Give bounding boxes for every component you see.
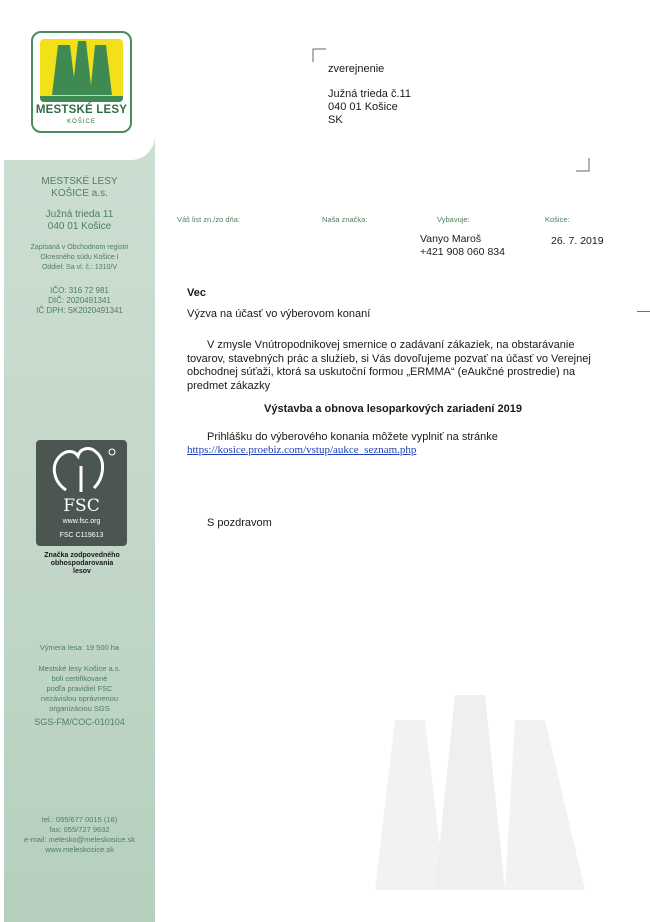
sidebar-company-name (4, 176, 155, 200)
address-window-corner-bottom-right (576, 158, 590, 172)
company-line-1: MESTSKÉ LESY (41, 176, 118, 187)
sidebar (4, 0, 155, 922)
body-paragraph: V zmysle Vnútropodnikovej smernice o zadávaní zákaziek, na obstarávanie tovarov, stavebných prác a služieb, si Vás dovoľujeme pozvať na účasť vo Verejnej obchodnej súťaži, ktorá sa uskutoční formou „ERMMA“ (eAukčné prostredie) na predmet zákazky (187, 339, 591, 392)
fsc-url: www.fsc.org (62, 518, 101, 525)
contact-fax: fax: 055/727 9632 (49, 825, 110, 834)
sidebar-contact (4, 815, 155, 855)
cert-line-5: organizáciou SGS (49, 704, 110, 713)
recipient-line-4: SK (328, 114, 343, 126)
fsc-caption-line-1: Značka zodpovedného (44, 552, 120, 559)
label-handled-by: Vybavuje: (437, 215, 470, 224)
fsc-caption (30, 552, 134, 576)
fsc-label: FSC (63, 496, 100, 516)
sidebar-address (4, 209, 155, 233)
contact-tel: tel.: 055/677 0015 (16) (41, 815, 118, 824)
tender-title: Výstavba a obnova lesoparkových zariadení 2019 (264, 403, 523, 415)
handler-name: Vanyo Maroš (420, 233, 482, 245)
logo-subtitle: KOŠICE (67, 119, 96, 125)
cert-line-3: podľa pravidiel FSC (46, 684, 113, 693)
watermark-tree-icon (375, 690, 595, 900)
fsc-caption-line-2: obhospodarovania (50, 560, 114, 567)
fold-mark (637, 311, 650, 312)
cert-line-1: Mestské lesy Košice a.s. (38, 664, 121, 673)
sidebar-logo-area (4, 0, 155, 160)
company-line-2: KOŠICE a.s. (51, 188, 108, 199)
fsc-tree-icon (36, 440, 127, 496)
sidebar-company-ids (4, 286, 155, 316)
certification-text (4, 664, 155, 714)
registration-line-1: Zapísaná v Obchodnom registri (30, 244, 129, 251)
address-line-1: Južná trieda 11 (45, 209, 114, 220)
fsc-badge (36, 440, 127, 546)
application-text: Prihlášku do výberového konania môžete vyplniť na stránke (207, 431, 498, 443)
sidebar-registration (4, 243, 155, 273)
handler-phone: +421 908 060 834 (420, 246, 505, 258)
auction-link[interactable]: https://kosice.proebiz.com/vstup/aukce_seznam.php (187, 444, 417, 456)
contact-website: www.meleskosice.sk (45, 845, 114, 854)
label-your-letter: Váš list zn./zo dňa: (177, 215, 240, 224)
recipient-line-2: Južná trieda č.11 (328, 88, 411, 100)
contact-email: e-mail: melesko@meleskosice.sk (24, 835, 135, 844)
registration-line-2: Okresného súdu Košice I (40, 254, 119, 261)
address-window-corner-top-left (312, 48, 326, 62)
subject: Výzva na účasť vo výberovom konaní (187, 308, 371, 320)
fsc-code: FSC C119613 (59, 532, 104, 539)
letter-date: 26. 7. 2019 (551, 235, 604, 247)
fsc-caption-line-3: lesov (73, 568, 91, 575)
logo-name: MESTSKÉ LESY (35, 104, 128, 116)
logo-tree-icon (40, 39, 123, 102)
forest-area: Výmera lesa: 19 500 ha (39, 643, 120, 652)
recipient-line-3: 040 01 Košice (328, 101, 398, 113)
closing: S pozdravom (207, 517, 272, 529)
cert-line-2: boli certifikované (51, 674, 108, 683)
registration-line-3: Oddiel: Sa vl. č.: 1310/V (41, 264, 118, 271)
certification-code: SGS-FM/COC-010104 (34, 717, 125, 727)
cert-line-4: nezávislou oprávnenou (40, 694, 119, 703)
company-logo (31, 31, 132, 133)
subject-label: Vec (187, 287, 206, 299)
address-line-2: 040 01 Košice (47, 221, 112, 232)
ic-dph: IČ DPH: SK2020491341 (36, 306, 123, 315)
dic: DIČ: 2020491341 (48, 296, 111, 305)
recipient-line-1: zverejnenie (328, 63, 385, 75)
label-place: Košice: (545, 215, 570, 224)
ico: IČO: 316 72 981 (50, 286, 109, 295)
label-our-reference: Naša značka: (322, 215, 368, 224)
